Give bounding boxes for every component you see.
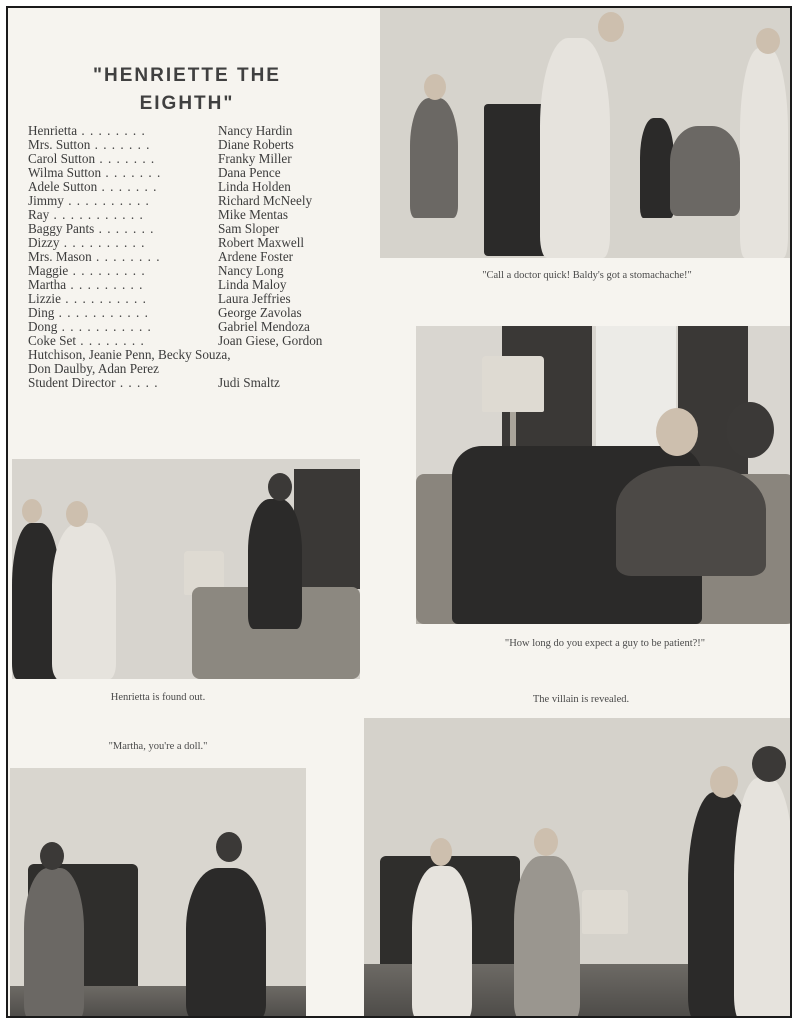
cast-row xyxy=(28,292,368,306)
cast-role: Carol Sutton . . . . . . . xyxy=(28,152,156,166)
dot-leader: . . . . . . . . . xyxy=(68,264,146,278)
cast-row xyxy=(28,208,368,222)
cast-actor: Sam Sloper xyxy=(218,221,280,236)
cast-role: Lizzie . . . . . . . . . . xyxy=(28,292,147,306)
cast-list xyxy=(28,124,368,390)
cast-row xyxy=(28,166,368,180)
cast-role: Coke Set . . . . . . . . xyxy=(28,334,145,348)
caption-villain: The villain is revealed. xyxy=(532,694,630,705)
cast-role: Baggy Pants . . . . . . . xyxy=(28,222,155,236)
cast-role: Mrs. Mason . . . . . . . . xyxy=(28,250,161,264)
cast-role: Wilma Sutton . . . . . . . xyxy=(28,166,162,180)
dot-leader: . . . . . . . . xyxy=(91,250,161,264)
cast-row xyxy=(28,250,368,264)
caption-found-out: Henrietta is found out. xyxy=(110,692,206,703)
dot-leader: . . . . . . . . . . . xyxy=(57,320,152,334)
cast-role: Dong . . . . . . . . . . . xyxy=(28,320,152,334)
cast-role: Ray . . . . . . . . . . . xyxy=(28,208,144,222)
cast-role: Dizzy . . . . . . . . . . xyxy=(28,236,146,250)
dot-leader: . . . . . . . . . xyxy=(66,278,144,292)
cast-actor: Linda Maloy xyxy=(218,277,287,292)
cast-actor: Gabriel Mendoza xyxy=(218,319,310,334)
cast-actor: Diane Roberts xyxy=(218,137,294,152)
yearbook-page xyxy=(6,6,792,1018)
play-title-line-2: EIGHTH" xyxy=(139,93,235,114)
cast-actor: Ardene Foster xyxy=(218,249,294,264)
dot-leader: . . . . . . . xyxy=(101,166,162,180)
cast-role: Martha . . . . . . . . . xyxy=(28,278,144,292)
photo-stage-scene xyxy=(380,8,792,258)
cast-role: Adele Sutton . . . . . . . xyxy=(28,180,158,194)
cast-role: Student Director . . . . . xyxy=(28,376,159,390)
cast-row-student-director xyxy=(28,376,368,390)
cast-role: Maggie . . . . . . . . . xyxy=(28,264,146,278)
cast-actor: Robert Maxwell xyxy=(218,235,305,250)
cast-continuation: Don Daulby, Adan Perez xyxy=(28,361,159,376)
dot-leader: . . . . . . . xyxy=(90,138,151,152)
cast-actor: George Zavolas xyxy=(218,305,302,320)
cast-actor: Dana Pence xyxy=(218,165,281,180)
cast-row xyxy=(28,264,368,278)
cast-actor: Nancy Long xyxy=(218,263,284,278)
cast-continuation: Hutchison, Jeanie Penn, Becky Souza, xyxy=(28,347,231,362)
dot-leader: . . . . . . . . . . . xyxy=(54,306,149,320)
cast-row xyxy=(28,222,368,236)
dot-leader: . . . . . . . . . . . xyxy=(49,208,144,222)
cast-row xyxy=(28,236,368,250)
cast-row xyxy=(28,138,368,152)
play-title-line-1: "HENRIETTE THE xyxy=(93,65,281,86)
cast-row xyxy=(28,278,368,292)
dot-leader: . . . . . xyxy=(115,376,159,390)
cast-row xyxy=(28,194,368,208)
dot-leader: . . . . . . . xyxy=(95,152,156,166)
dot-leader: . . . . . . . . . . xyxy=(60,292,147,306)
cast-actor: Franky Miller xyxy=(218,151,292,166)
photo-villain-revealed xyxy=(364,718,792,1018)
dot-leader: . . . . . . . xyxy=(94,222,155,236)
cast-actor: Joan Giese, Gordon xyxy=(218,333,323,348)
cast-actor: Nancy Hardin xyxy=(218,123,293,138)
cast-actor: Linda Holden xyxy=(218,179,291,194)
caption-patient: "How long do you expect a guy to be patient?!" xyxy=(504,638,706,649)
dot-leader: . . . . . . . xyxy=(97,180,158,194)
dot-leader: . . . . . . . . . . xyxy=(59,236,146,250)
cast-row xyxy=(28,152,368,166)
photo-couch-scene xyxy=(416,326,792,624)
caption-martha: "Martha, you're a doll." xyxy=(108,741,208,752)
cast-row xyxy=(28,124,368,138)
cast-actor: Laura Jeffries xyxy=(218,291,291,306)
cast-actor: Richard McNeely xyxy=(218,193,313,208)
dot-leader: . . . . . . . . . . xyxy=(63,194,150,208)
play-title xyxy=(38,62,336,118)
dot-leader: . . . . . . . . xyxy=(76,334,145,348)
photo-martha-scene xyxy=(10,768,306,1018)
photo-henrietta-found-out xyxy=(12,459,360,679)
cast-row xyxy=(28,334,368,348)
cast-row xyxy=(28,320,368,334)
cast-row xyxy=(28,306,368,320)
cast-actor: Mike Mentas xyxy=(218,207,288,222)
cast-row xyxy=(28,180,368,194)
dot-leader: . . . . . . . . xyxy=(77,124,146,138)
cast-role: Jimmy . . . . . . . . . . xyxy=(28,194,150,208)
cast-role: Ding . . . . . . . . . . . xyxy=(28,306,149,320)
cast-actor: Judi Smaltz xyxy=(218,375,280,390)
cast-role: Henrietta . . . . . . . . xyxy=(28,124,146,138)
caption-doctor: "Call a doctor quick! Baldy's got a stomachache!" xyxy=(482,270,692,281)
cast-role: Mrs. Sutton . . . . . . . xyxy=(28,138,151,152)
